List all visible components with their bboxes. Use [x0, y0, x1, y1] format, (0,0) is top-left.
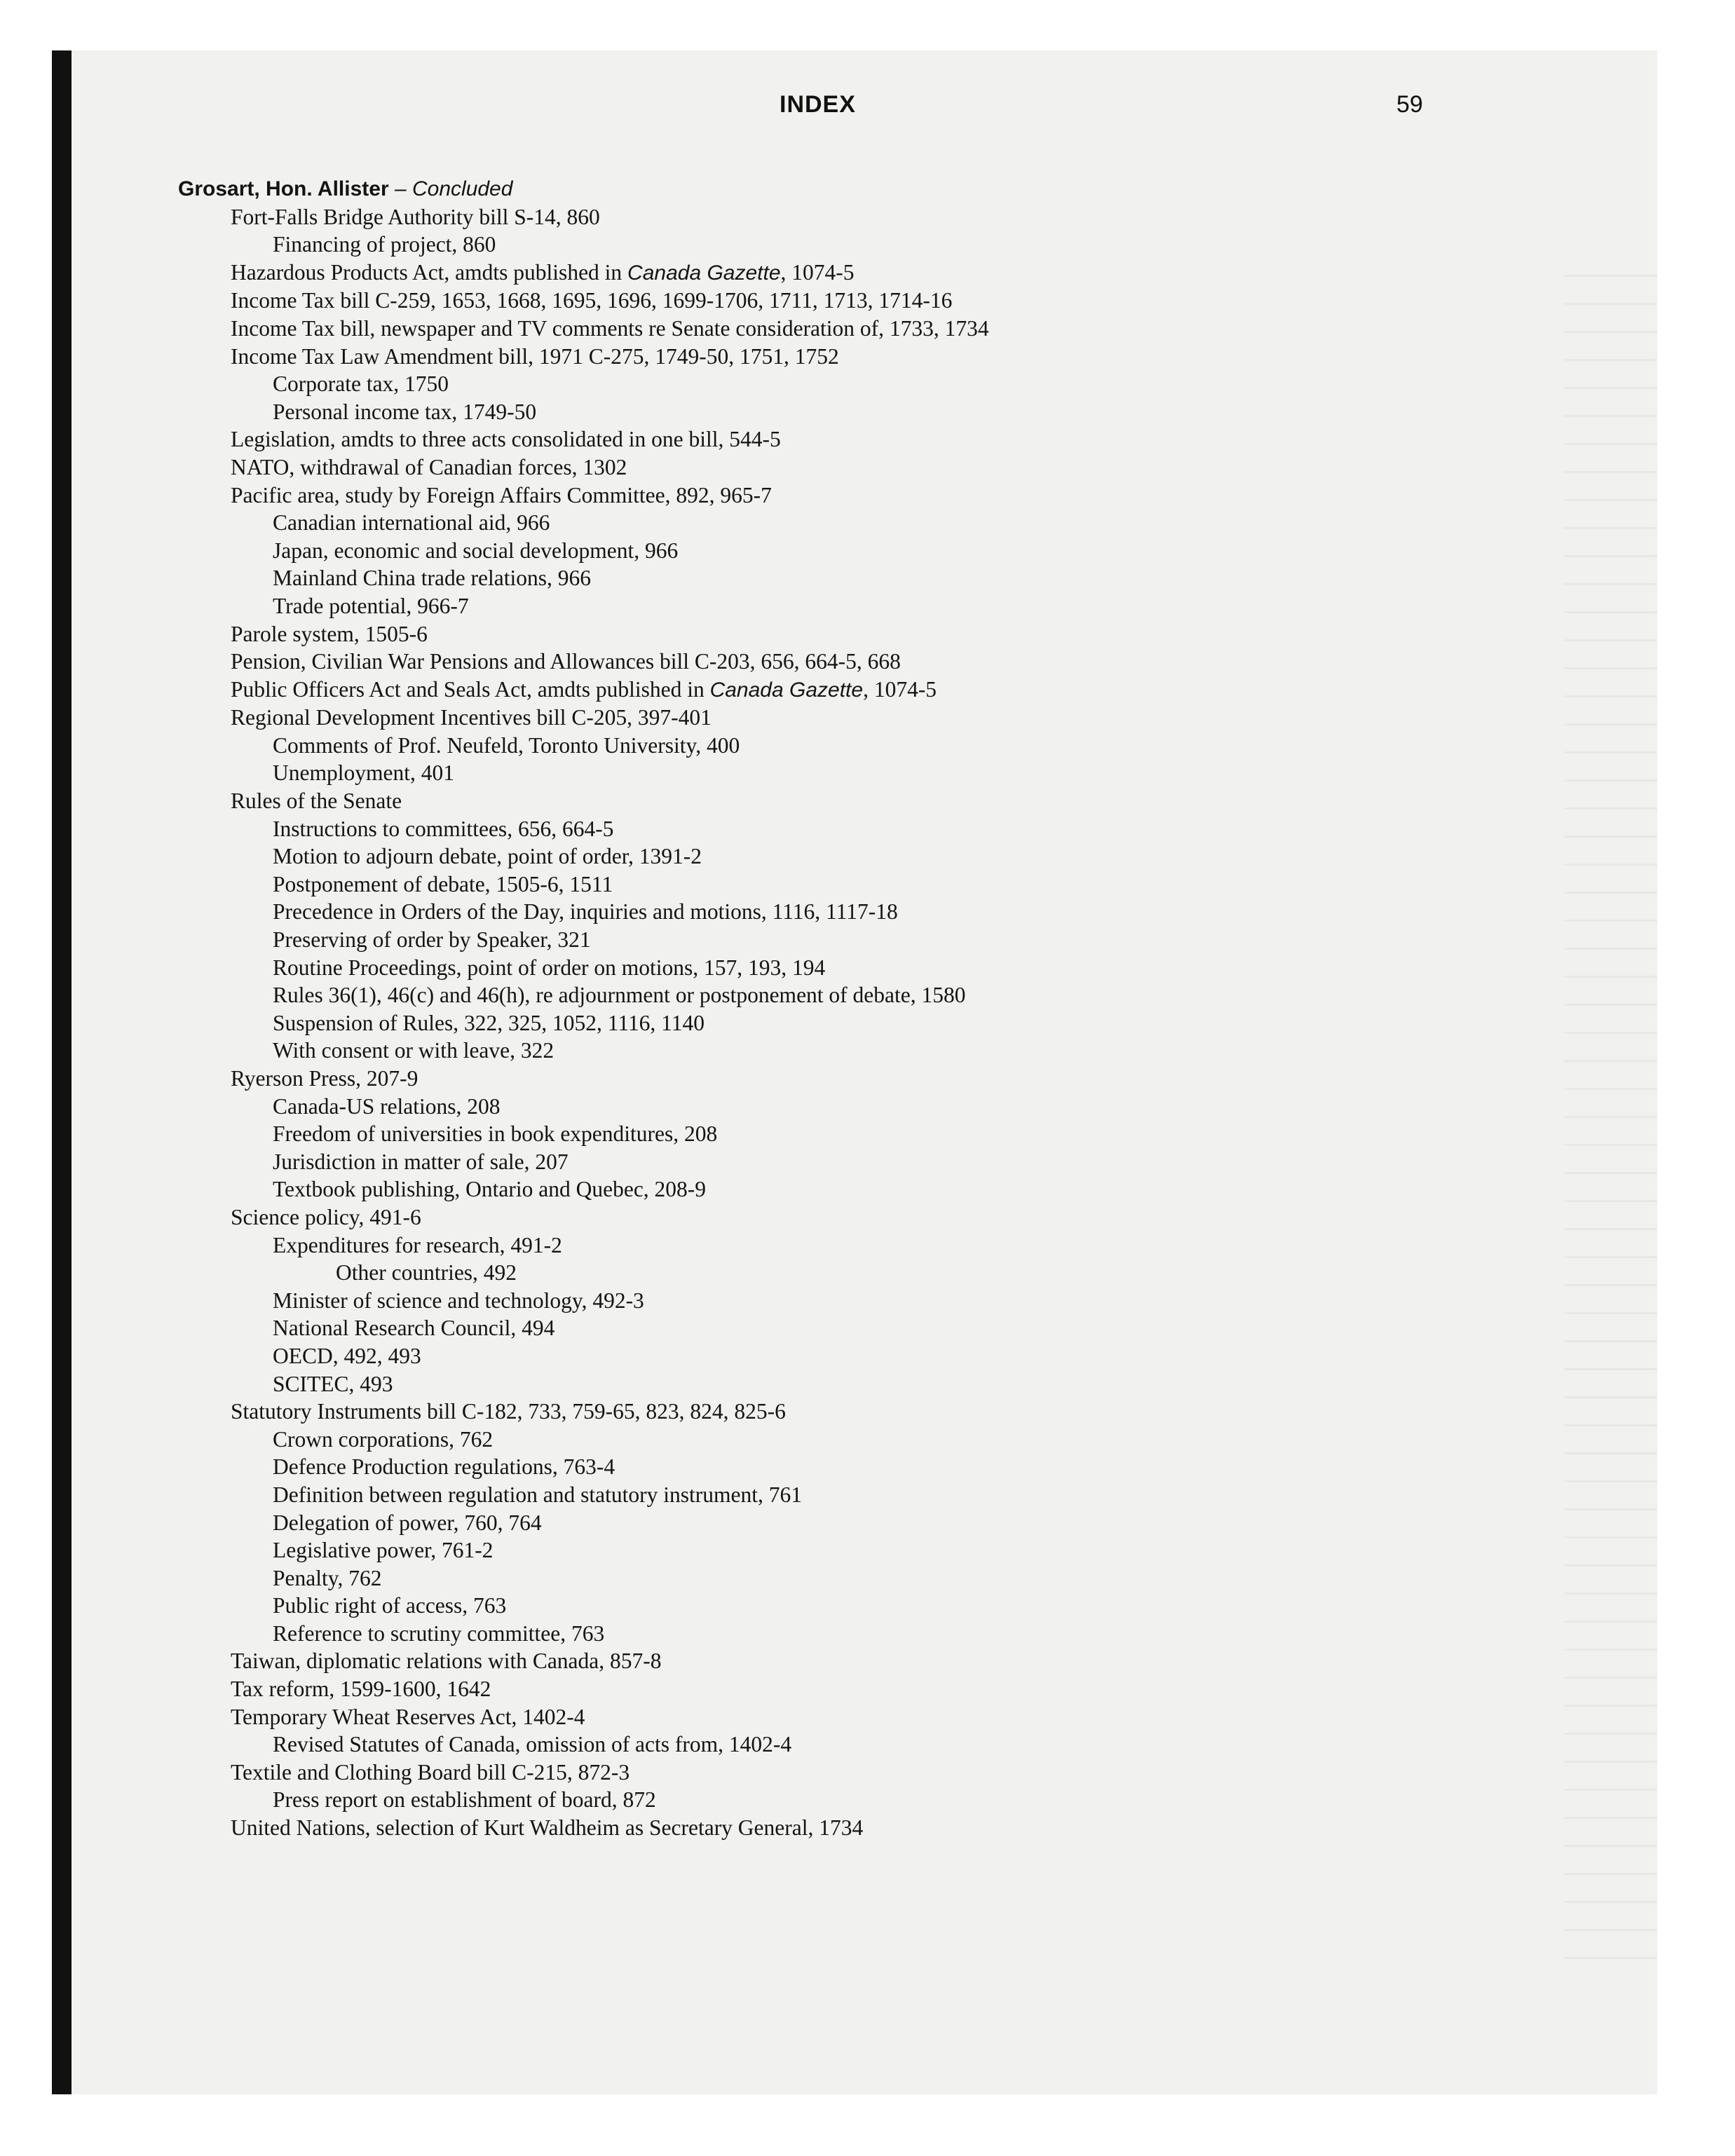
index-entry: NATO, withdrawal of Canadian forces, 1302 — [231, 454, 627, 479]
index-subentry: With consent or with leave, 322 — [273, 1038, 554, 1063]
index-entry — [178, 259, 1440, 287]
index-subentry: Precedence in Orders of the Day, inquiries and motions, 1116, 1117-18 — [273, 899, 898, 925]
index-subentry: Rules 36(1), 46(c) and 46(h), re adjournment or postponement of debate, 1580 — [273, 983, 966, 1008]
index-subentry: Mainland China trade relations, 966 — [273, 566, 592, 591]
index-entry: Regional Development Incentives bill C-205, 397-401 — [231, 705, 712, 730]
index-subentry: Unemployment, 401 — [273, 760, 454, 786]
index-entry: Ryerson Press, 207-9 — [231, 1066, 419, 1091]
index-entry: Income Tax bill, newspaper and TV comments re Senate consideration of, 1733, 1734 — [231, 315, 989, 341]
index-subentry: Expenditures for research, 491-2 — [273, 1232, 562, 1257]
entry-text: Hazardous Products Act, amdts published in — [231, 259, 628, 285]
entry-text: Public Officers Act and Seals Act, amdts published in — [231, 676, 710, 702]
index-subentry: OECD, 492, 493 — [273, 1343, 421, 1368]
index-heading — [178, 175, 1440, 203]
index-entry — [178, 676, 1440, 704]
index-entry: Textile and Clothing Board bill C-215, 872-3 — [231, 1759, 630, 1785]
index-subentry: Japan, economic and social development, 966 — [273, 538, 679, 563]
index-entry: Tax reform, 1599-1600, 1642 — [231, 1677, 491, 1702]
index-subentry: Instructions to committees, 656, 664-5 — [273, 816, 614, 841]
index-subentry: Penalty, 762 — [273, 1565, 382, 1590]
index-subentry: Postponement of debate, 1505-6, 1511 — [273, 871, 613, 896]
index-subentry: Motion to adjourn debate, point of order, 1391-2 — [273, 844, 702, 869]
index-entry: Parole system, 1505-6 — [231, 621, 428, 646]
index-subentry: Definition between regulation and statutory instrument, 761 — [273, 1482, 802, 1507]
index-subentry: Reference to scrutiny committee, 763 — [273, 1621, 605, 1646]
page-number: 59 — [1396, 91, 1423, 118]
index-subentry: Defence Production regulations, 763-4 — [273, 1454, 615, 1480]
index-subentry: Canadian international aid, 966 — [273, 510, 550, 535]
index-entry: Temporary Wheat Reserves Act, 1402-4 — [231, 1704, 585, 1729]
index-subentry: Comments of Prof. Neufeld, Toronto University, 400 — [273, 732, 740, 758]
index-subentry: Revised Statutes of Canada, omission of acts from, 1402-4 — [273, 1732, 792, 1757]
index-subentry: Freedom of universities in book expenditures, 208 — [273, 1121, 718, 1147]
index-subentry: National Research Council, 494 — [273, 1316, 555, 1341]
index-entry: Taiwan, diplomatic relations with Canada, 857-8 — [231, 1649, 662, 1674]
index-subentry: Legislative power, 761-2 — [273, 1538, 494, 1563]
heading-name: Grosart, Hon. Allister — [178, 177, 389, 200]
index-subsubentry: Other countries, 492 — [336, 1260, 517, 1285]
bleed-through-text — [1565, 275, 1657, 1985]
index-subentry: Press report on establishment of board, 872 — [273, 1787, 656, 1813]
index-entry: Rules of the Senate — [231, 789, 402, 814]
index-subentry: Trade potential, 966-7 — [273, 593, 469, 618]
index-entry: Science policy, 491-6 — [231, 1204, 421, 1229]
index-subentry: Canada-US relations, 208 — [273, 1093, 501, 1119]
index-entry: Pension, Civilian War Pensions and Allowances bill C-203, 656, 664-5, 668 — [231, 649, 901, 674]
index-subentry: Jurisdiction in matter of sale, 207 — [273, 1149, 569, 1174]
index-subentry: Minister of science and technology, 492-3 — [273, 1288, 644, 1313]
publication-title: Canada Gazette — [709, 678, 864, 702]
index-entry: Pacific area, study by Foreign Affairs Committee, 892, 965-7 — [231, 482, 772, 507]
index-entry: Statutory Instruments bill C-182, 733, 759-65, 823, 824, 825-6 — [231, 1399, 786, 1424]
index-subentry: Financing of project, 860 — [273, 232, 496, 257]
index-entry: Legislation, amdts to three acts consolidated in one bill, 544-5 — [231, 427, 781, 452]
index-entry: Income Tax bill C-259, 1653, 1668, 1695, 1696, 1699-1706, 1711, 1713, 1714-16 — [231, 288, 953, 313]
index-subentry: Textbook publishing, Ontario and Quebec, 208-9 — [273, 1177, 707, 1202]
entry-pages: , 1074-5 — [780, 259, 855, 285]
page-title: INDEX — [780, 91, 856, 118]
index-subentry: Routine Proceedings, point of order on motions, 157, 193, 194 — [273, 955, 826, 980]
index-subentry: Crown corporations, 762 — [273, 1426, 494, 1452]
index-subentry: SCITEC, 493 — [273, 1371, 393, 1396]
index-subentry: Suspension of Rules, 322, 325, 1052, 1116, 1140 — [273, 1010, 705, 1035]
publication-title: Canada Gazette — [627, 261, 781, 285]
index-entry: United Nations, selection of Kurt Waldheim as Secretary General, 1734 — [231, 1815, 864, 1841]
index-subentry: Corporate tax, 1750 — [273, 371, 449, 397]
scan-edge-left — [52, 50, 72, 2094]
index-subentry: Personal income tax, 1749-50 — [273, 399, 537, 424]
entry-pages: , 1074-5 — [863, 676, 937, 702]
index-entry: Fort-Falls Bridge Authority bill S-14, 860 — [231, 204, 600, 229]
index-subentry: Public right of access, 763 — [273, 1593, 507, 1618]
index-subentry: Preserving of order by Speaker, 321 — [273, 927, 591, 953]
index-subentry: Delegation of power, 760, 764 — [273, 1510, 542, 1535]
index-entry: Income Tax Law Amendment bill, 1971 C-275, 1749-50, 1751, 1752 — [231, 343, 839, 369]
heading-continued: – Concluded — [394, 177, 513, 200]
index-list — [178, 175, 1440, 1842]
